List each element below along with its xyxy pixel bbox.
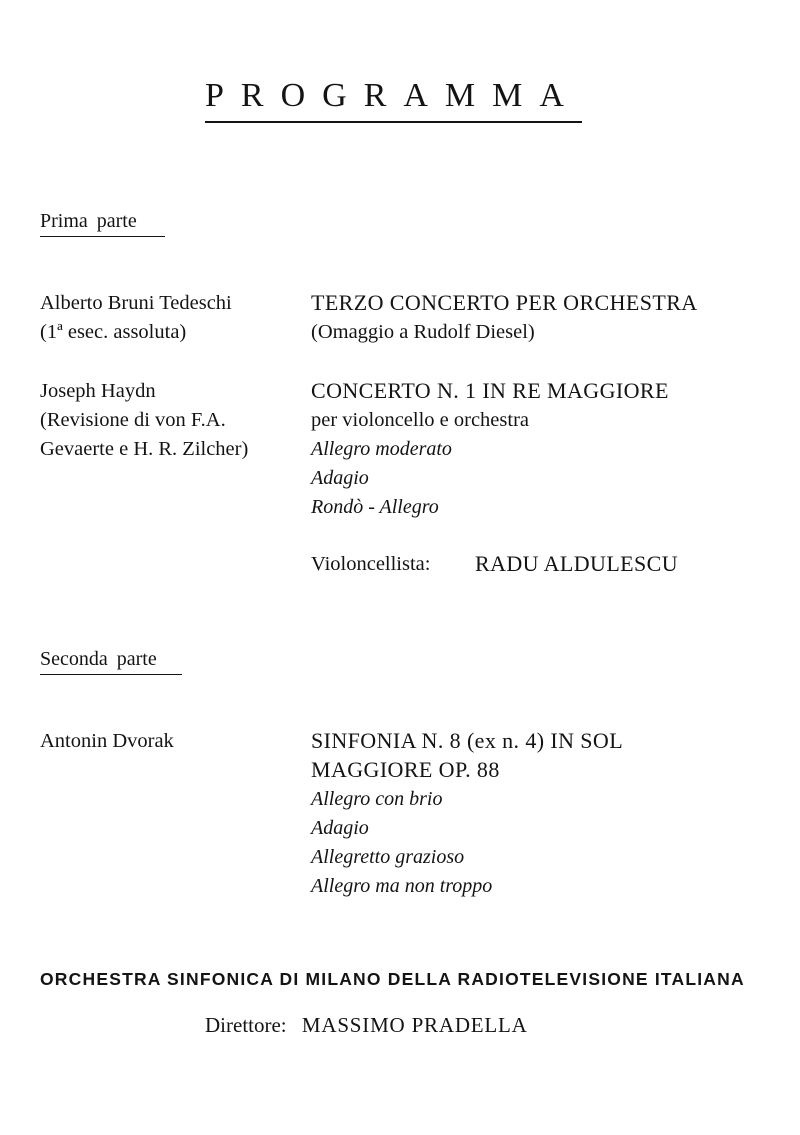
work-subtitle-line: per violoncello e orchestra <box>311 409 530 431</box>
soloist-name: RADU ALDULESCU <box>475 551 678 576</box>
movement-line: Rondò - Allegro <box>311 496 439 518</box>
section-heading-prima-parte: Prima parte <box>40 210 137 232</box>
work-title-line: CONCERTO N. 1 IN RE MAGGIORE <box>311 378 669 403</box>
composer-line: (1ª esec. assoluta) <box>40 321 187 343</box>
movement-line: Allegro ma non troppo <box>311 875 493 897</box>
movement-line: Adagio <box>311 817 369 839</box>
composer-line: Alberto Bruni Tedeschi <box>40 292 232 314</box>
work-title-line: TERZO CONCERTO PER ORCHESTRA <box>311 290 698 315</box>
work-title-line: SINFONIA N. 8 (ex n. 4) IN SOL <box>311 728 624 753</box>
conductor-line <box>205 1010 528 1040</box>
composer-line: Gevaerte e H. R. Zilcher) <box>40 438 249 460</box>
composer-line: Antonin Dvorak <box>40 730 174 752</box>
movement-line: Allegro con brio <box>311 788 443 810</box>
movement-line: Allegretto grazioso <box>311 846 465 868</box>
section-heading-seconda-parte: Seconda parte <box>40 648 157 670</box>
work-title-line: MAGGIORE OP. 88 <box>311 757 500 782</box>
section-underline-seconda-parte <box>40 674 182 675</box>
conductor-label: Direttore: <box>205 1013 287 1037</box>
movement-line: Allegro moderato <box>311 438 452 460</box>
composer-line: (Revisione di von F.A. <box>40 409 226 431</box>
orchestra-name: ORCHESTRA SINFONICA DI MILANO DELLA RADIOTELEVISIONE ITALIANA <box>40 969 745 989</box>
section-underline-prima-parte <box>40 236 165 237</box>
movement-line: Adagio <box>311 467 369 489</box>
conductor-name: MASSIMO PRADELLA <box>301 1013 528 1037</box>
soloist-label: Violoncellista: <box>311 553 431 575</box>
composer-line: Joseph Haydn <box>40 380 156 402</box>
page-title: PROGRAMMA <box>205 77 581 114</box>
work-subtitle-line: (Omaggio a Rudolf Diesel) <box>311 321 535 343</box>
title-underline <box>205 121 582 123</box>
